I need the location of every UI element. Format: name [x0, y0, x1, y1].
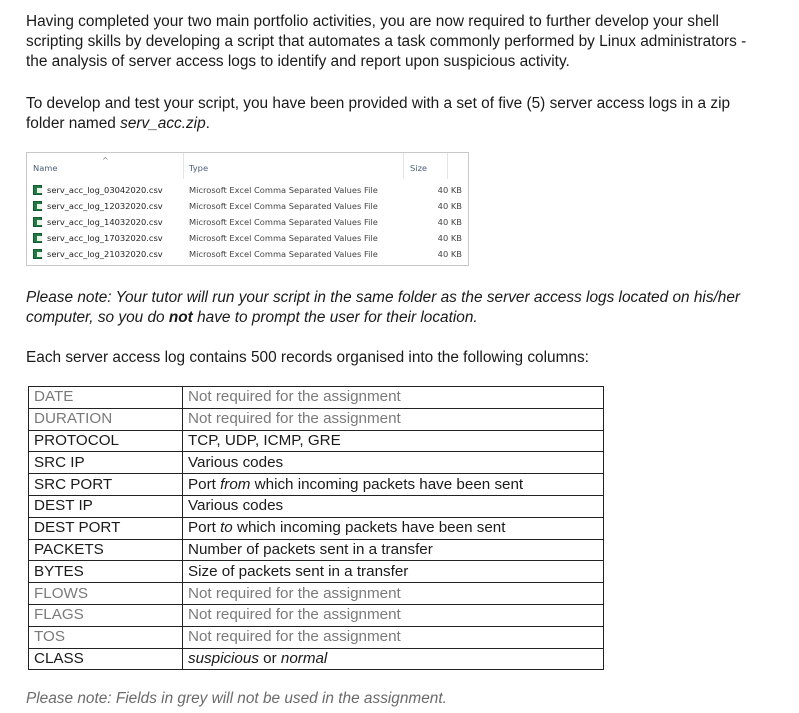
file-name: serv_acc_log_03042020.csv — [47, 185, 163, 195]
column-key: DEST PORT — [29, 517, 183, 539]
column-divider[interactable] — [183, 153, 184, 179]
file-row[interactable] — [27, 215, 468, 231]
column-description: Not required for the assignment — [183, 626, 604, 648]
column-description: Various codes — [183, 452, 604, 474]
column-key: SRC IP — [29, 452, 183, 474]
column-description: Size of packets sent in a transfer — [183, 561, 604, 583]
desc-part: which incoming packets have been sent — [232, 519, 506, 537]
column-description: Various codes — [183, 495, 604, 517]
column-key: FLOWS — [29, 583, 183, 605]
table-row — [29, 517, 604, 539]
desc-emphasis: normal — [280, 649, 328, 667]
column-description: Not required for the assignment — [183, 604, 604, 626]
file-name: serv_acc_log_21032020.csv — [47, 249, 163, 259]
table-row — [29, 561, 604, 583]
column-key: DEST IP — [29, 495, 183, 517]
file-name: serv_acc_log_17032020.csv — [47, 233, 163, 243]
file-size: 40 KB — [437, 217, 462, 227]
grey-fields-note: Please note: Fields in grey will not be used in the assignment. — [26, 690, 447, 707]
column-description — [183, 648, 604, 670]
file-size: 40 KB — [437, 185, 462, 195]
excel-csv-icon — [33, 217, 42, 227]
file-name: serv_acc_log_14032020.csv — [47, 217, 163, 227]
intro-line-3: the analysis of server access logs to identify and report upon suspicious activity. — [26, 53, 570, 70]
file-type: Microsoft Excel Comma Separated Values File — [189, 201, 378, 211]
excel-csv-icon — [33, 185, 42, 195]
table-row — [29, 387, 604, 409]
tutor-note — [26, 288, 786, 328]
intro-line-1: Having completed your two main portfolio activities, you are now required to further develop your shell — [26, 13, 719, 30]
column-key: CLASS — [29, 648, 183, 670]
table-row — [29, 430, 604, 452]
provided-line-1: To develop and test your script, you have been provided with a set of five (5) server access logs in a zip — [26, 95, 731, 112]
file-row[interactable] — [27, 183, 468, 199]
table-row — [29, 648, 604, 670]
file-name: serv_acc_log_12032020.csv — [47, 201, 163, 211]
file-size: 40 KB — [437, 249, 462, 259]
column-key: DURATION — [29, 408, 183, 430]
table-row — [29, 604, 604, 626]
file-size: 40 KB — [437, 201, 462, 211]
provided-paragraph — [26, 94, 786, 134]
sort-ascending-icon: ^ — [102, 156, 109, 165]
file-explorer-listing — [26, 152, 469, 266]
column-key: PROTOCOL — [29, 430, 183, 452]
provided-line-2-suffix: . — [205, 115, 210, 132]
file-type: Microsoft Excel Comma Separated Values File — [189, 185, 378, 195]
table-row — [29, 474, 604, 496]
table-row — [29, 626, 604, 648]
file-type: Microsoft Excel Comma Separated Values File — [189, 249, 378, 259]
excel-csv-icon — [33, 233, 42, 243]
file-row[interactable] — [27, 231, 468, 247]
tutor-note-line-1: Please note: Your tutor will run your script in the same folder as the server access logs located on his/her — [26, 289, 741, 306]
desc-part: or — [258, 649, 281, 667]
table-row — [29, 452, 604, 474]
desc-part: Port — [188, 519, 221, 537]
desc-emphasis: from — [220, 475, 251, 493]
file-row[interactable] — [27, 199, 468, 215]
desc-emphasis: to — [220, 519, 233, 537]
log-columns-table — [28, 386, 604, 670]
column-description: Not required for the assignment — [183, 583, 604, 605]
table-row — [29, 583, 604, 605]
table-row — [29, 539, 604, 561]
column-key: TOS — [29, 626, 183, 648]
provided-line-2-prefix: folder named — [26, 115, 121, 132]
column-description — [183, 474, 604, 496]
column-header-size[interactable]: Size — [410, 163, 428, 173]
file-type: Microsoft Excel Comma Separated Values File — [189, 233, 378, 243]
excel-csv-icon — [33, 249, 42, 259]
column-description — [183, 517, 604, 539]
column-description: Not required for the assignment — [183, 387, 604, 409]
column-key: FLAGS — [29, 604, 183, 626]
column-key: SRC PORT — [29, 474, 183, 496]
column-key: BYTES — [29, 561, 183, 583]
intro-line-2: scripting skills by developing a script that automates a task commonly performed by Linux administrators - — [26, 33, 747, 50]
table-row — [29, 408, 604, 430]
column-divider[interactable] — [447, 153, 448, 179]
column-key: PACKETS — [29, 539, 183, 561]
zip-filename: serv_acc.zip — [120, 115, 206, 132]
desc-emphasis: suspicious — [188, 649, 259, 667]
columns-intro: Each server access log contains 500 records organised into the following columns: — [26, 349, 589, 366]
intro-paragraph — [26, 12, 786, 72]
excel-csv-icon — [33, 201, 42, 211]
column-description: TCP, UDP, ICMP, GRE — [183, 430, 604, 452]
column-description: Not required for the assignment — [183, 408, 604, 430]
desc-part: Port — [188, 475, 221, 493]
tutor-note-line-2-prefix: computer, so you do — [26, 309, 169, 326]
file-size: 40 KB — [437, 233, 462, 243]
file-row[interactable] — [27, 247, 468, 263]
column-description: Number of packets sent in a transfer — [183, 539, 604, 561]
tutor-note-line-2-suffix: have to prompt the user for their location. — [192, 309, 478, 326]
column-header-type[interactable]: Type — [189, 163, 209, 173]
tutor-note-emphasis: not — [168, 309, 193, 326]
file-type: Microsoft Excel Comma Separated Values File — [189, 217, 378, 227]
column-key: DATE — [29, 387, 183, 409]
column-divider[interactable] — [403, 153, 404, 179]
desc-part: which incoming packets have been sent — [250, 475, 524, 493]
column-header-name[interactable]: Name — [33, 163, 58, 173]
table-row — [29, 495, 604, 517]
